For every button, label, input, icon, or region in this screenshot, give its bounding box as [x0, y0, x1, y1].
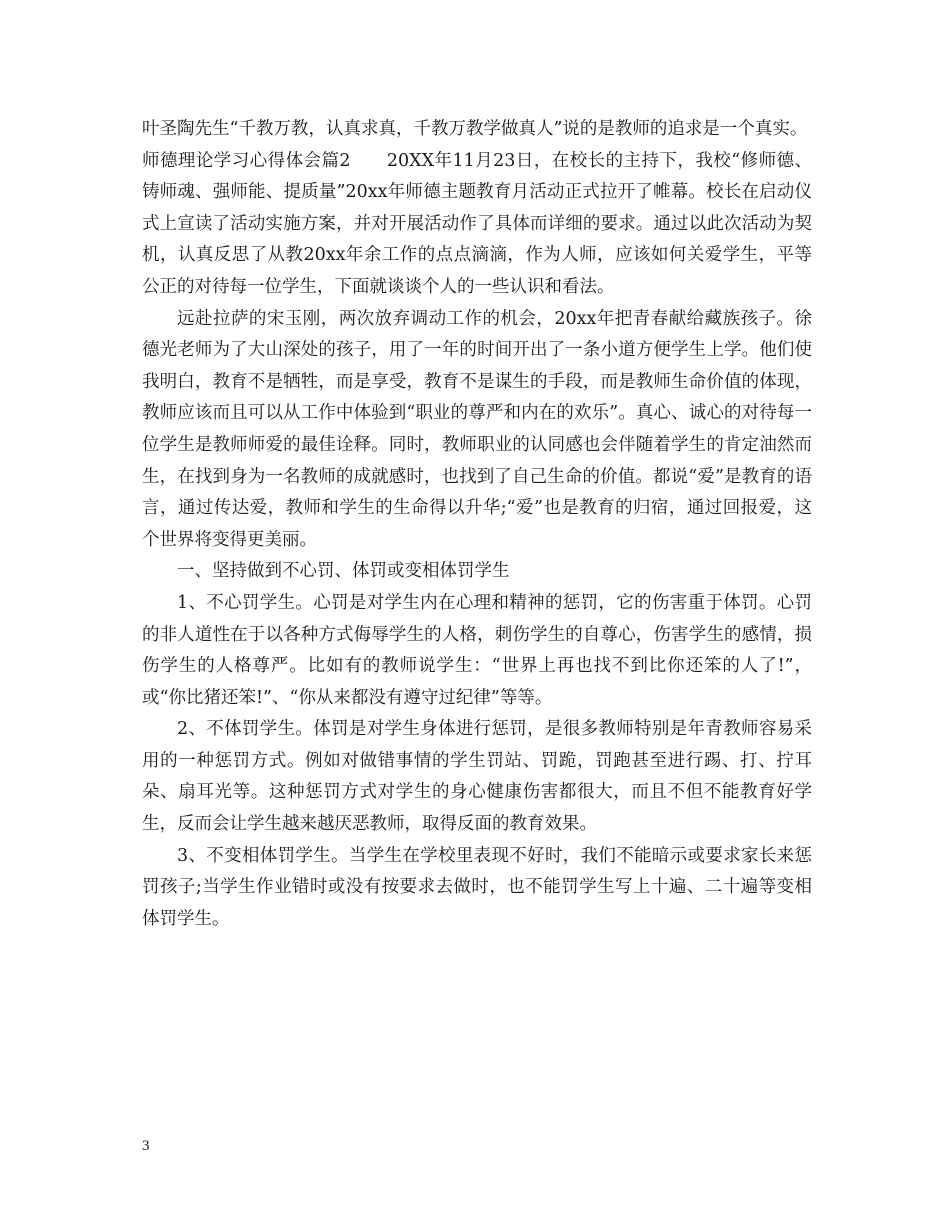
paragraph-item-2: 2、不体罚学生。体罚是对学生身体进行惩罚，是很多教师特别是年青教师容易采用的一种惩罚方式。例如对做错事情的学生罚站、罚跪，罚跑甚至进行踢、打、拧耳朵、扇耳光等。这种惩罚方式对学生的身心健康伤害都很大，而且不但不能教育好学生，反而会让学生越来越厌恶教师，取得反面的教育效果。: [142, 719, 812, 835]
page-number: 3: [142, 1138, 150, 1154]
paragraph-item-1: 1、不心罚学生。心罚是对学生内在心理和精神的惩罚，它的伤害重于体罚。心罚的非人道性在于以各种方式侮辱学生的人格，刺伤学生的自尊心，伤害学生的感情，损伤学生的人格尊严。比如有的教师说学生：“世界上再也找不到比你还笨的人了!”，或“你比猪还笨!”、“你从来都没有遵守过纪律”等等。: [142, 592, 812, 708]
paragraph-2: 师德理论学习心得体会篇2 20XX年11月23日，在校长的主持下，我校“修师德、铸师魂、强师能、提质量”20xx年师德主题教育月活动正式拉开了帷幕。校长在启动仪式上宣读了活动实施方案，并对开展活动作了具体而详细的要求。通过以此次活动为契机，认真反思了从教20xx年余工作的点点滴滴，作为人师，应该如何关爱学生，平等公正的对待每一位学生，下面就谈谈个人的一些认识和看法。: [142, 150, 812, 297]
section-heading: 一、坚持做到不心罚、体罚或变相体罚学生: [177, 561, 510, 582]
document-body: [142, 114, 812, 935]
paragraph-1: 叶圣陶先生“千教万教，认真求真，千教万教学做真人”说的是教师的追求是一个真实。: [142, 119, 808, 139]
paragraph-3: 远赴拉萨的宋玉刚，两次放弃调动工作的机会，20xx年把青春献给藏族孩子。徐德光老师为了大山深处的孩子，用了一年的时间开出了一条小道方便学生上学。他们使我明白，教育不是牺牲，而是享受，教育不是谋生的手段，而是教师生命价值的体现，教师应该而且可以从工作中体验到“职业的尊严和内在的欢乐”。真心、诚心的对待每一位学生是教师师爱的最佳诠释。同时，教师职业的认同感也会伴随着学生的肯定油然而生，在找到身为一名教师的成就感时，也找到了自己生命的价值。都说“爱”是教育的语言，通过传达爱，教师和学生的生命得以升华;“爱”也是教育的归宿，通过回报爱，这个世界将变得更美丽。: [142, 308, 812, 550]
paragraph-item-3: 3、不变相体罚学生。当学生在学校里表现不好时，我们不能暗示或要求家长来惩罚孩子;当学生作业错时或没有按要求去做时，也不能罚学生写上十遍、二十遍等变相体罚学生。: [142, 845, 812, 929]
